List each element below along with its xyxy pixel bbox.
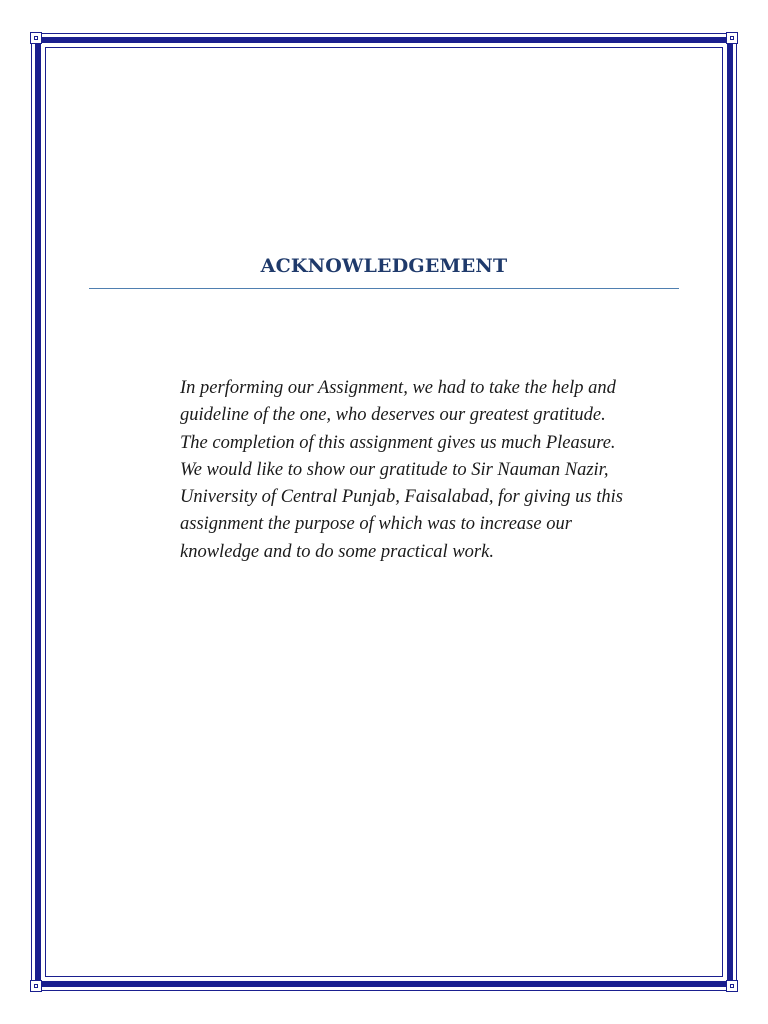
corner-ornament-icon <box>726 32 738 44</box>
acknowledgement-paragraph <box>180 375 680 566</box>
paragraph-line: guideline of the one, who deserves our greatest gratitude. <box>180 405 606 426</box>
paragraph-line: knowledge and to do some practical work. <box>180 541 494 562</box>
title-underline <box>89 288 679 289</box>
corner-ornament-icon <box>30 980 42 992</box>
paragraph-line: The completion of this assignment gives us much Pleasure. <box>180 432 616 453</box>
paragraph-line: We would like to show our gratitude to Sir Nauman Nazir, <box>180 459 609 480</box>
corner-ornament-icon <box>726 980 738 992</box>
paragraph-line: In performing our Assignment, we had to take the help and <box>180 378 616 398</box>
corner-ornament-icon <box>30 32 42 44</box>
page-title: ACKNOWLEDGEMENT <box>260 255 508 277</box>
paragraph-line: University of Central Punjab, Faisalabad, for giving us this <box>180 487 623 508</box>
paragraph-line: assignment the purpose of which was to increase our <box>180 514 572 535</box>
